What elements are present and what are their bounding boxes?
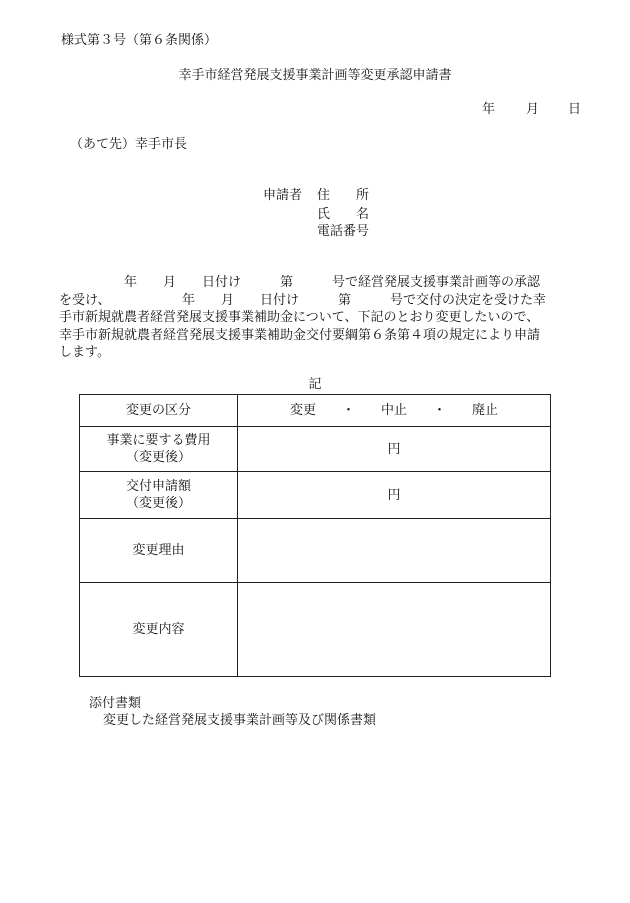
grant-label	[80, 472, 238, 519]
content-field[interactable]	[238, 583, 551, 677]
body-line: を受け、 年 月 日付け 第 号で交付の決定を受けた幸	[59, 292, 546, 308]
cost-label-line2: （変更後）	[125, 450, 191, 465]
cost-unit: 円	[387, 441, 401, 457]
body-line: 年 月 日付け 第 号で経営発展支援事業計画等の承認	[59, 275, 541, 290]
grant-value-field[interactable]	[238, 472, 551, 519]
attachments-item: 変更した経営発展支援事業計画等及び関係書類	[103, 713, 377, 728]
body-line: 手市新規就農者経営発展支援事業補助金について、下記のとおり変更したいので、	[59, 310, 540, 325]
option-cancel[interactable]: 中止	[380, 403, 407, 418]
date-line	[455, 102, 581, 118]
date-year-label: 年	[481, 102, 495, 117]
body-line: します。	[59, 345, 110, 360]
applicant-address-label: 住 所	[317, 188, 370, 203]
body-line: 幸手市新規就農者経営発展支援事業補助金交付要綱第６条第４項の規定により申請	[59, 327, 541, 343]
option-change[interactable]: 変更	[289, 403, 316, 418]
form-number: 様式第３号（第６条関係）	[61, 33, 218, 48]
grant-unit: 円	[387, 487, 401, 503]
applicant-phone-label: 電話番号	[317, 224, 370, 239]
request-body-text	[59, 274, 579, 362]
table-row-cost	[80, 427, 551, 472]
option-abolish[interactable]: 廃止	[472, 403, 499, 418]
date-month-label: 月	[525, 102, 539, 117]
addressee: （あて先）幸手市長	[70, 137, 188, 152]
applicant-name-label: 氏 名	[317, 207, 370, 222]
document-title: 幸手市経営発展支援事業計画等変更承認申請書	[178, 68, 452, 83]
date-day-label: 日	[567, 102, 581, 117]
option-separator: ・	[433, 403, 447, 418]
cost-label	[80, 427, 238, 472]
cost-value-field[interactable]	[238, 427, 551, 472]
option-separator: ・	[341, 403, 355, 418]
table-row-classification	[80, 395, 551, 427]
reason-label: 変更理由	[80, 519, 238, 583]
ki-heading: 記	[308, 377, 322, 392]
grant-label-line1: 交付申請額	[125, 479, 191, 494]
change-details-table	[79, 394, 551, 677]
applicant-label: 申請者	[263, 188, 303, 203]
classification-options	[238, 395, 551, 427]
grant-label-line2: （変更後）	[125, 496, 191, 511]
reason-field[interactable]	[238, 519, 551, 583]
cost-label-line1: 事業に要する費用	[106, 433, 211, 448]
table-row-reason	[80, 519, 551, 583]
table-row-grant	[80, 472, 551, 519]
classification-label: 変更の区分	[80, 395, 238, 427]
table-row-content	[80, 583, 551, 677]
attachments-title: 添付書類	[89, 696, 142, 711]
content-label: 変更内容	[80, 583, 238, 677]
